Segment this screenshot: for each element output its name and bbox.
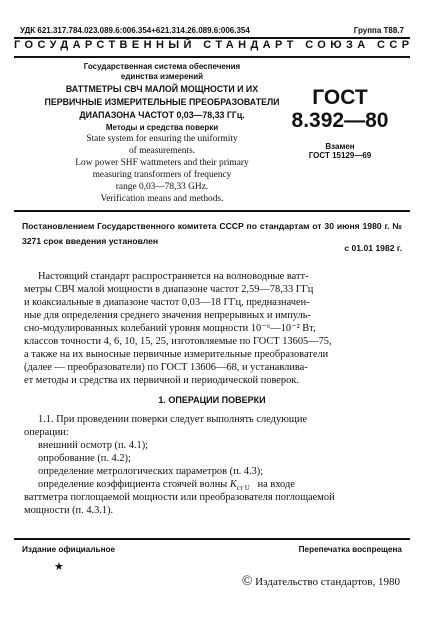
- main-title-2: ПЕРВИЧНЫЕ ИЗМЕРИТЕЛЬНЫЕ ПРЕОБРАЗОВАТЕЛИ: [44, 97, 280, 107]
- section-line-6b: на входе: [257, 479, 295, 490]
- decree-text: Постановлением Государственного комитета СССР по стандартам от 30 июня 1980 г. № 3271 срок введения установлен: [22, 221, 402, 246]
- group-code: Группа Т88.7: [353, 26, 404, 35]
- copyright-line: [242, 574, 400, 590]
- section-line-4: опробование (п. 4.2);: [38, 453, 131, 464]
- english-title-3: Low power SHF wattmeters and their primary: [75, 158, 249, 168]
- intro-line-5: сно-модулированных колебаний уровня мощности 10⁻⁶—10⁻² Вт,: [24, 323, 316, 334]
- ksw-subscript: ст U: [236, 484, 250, 493]
- system-title-1: Государственная система обеспечения: [83, 62, 241, 71]
- designation-block: [284, 86, 396, 160]
- reprint-notice: Перепечатка воспрещена: [298, 545, 402, 554]
- main-title-3: ДИАПАЗОНА ЧАСТОТ 0,03—78,33 ГГц.: [79, 110, 245, 120]
- section-line-6a: определение коэффициента стоячей волны: [38, 479, 228, 490]
- copyright-icon: ©: [241, 574, 253, 589]
- english-title-1: State system for ensuring the uniformity: [86, 134, 238, 144]
- section-line-1: 1.1. При проведении поверки следует выполнять следующие: [38, 414, 308, 425]
- section-line-7: ваттметра поглощаемой мощности или преобразователя поглощаемой: [24, 492, 335, 503]
- footer-rule: [14, 538, 410, 540]
- replaces-label: Взамен: [325, 142, 355, 151]
- english-title-4: measuring transformers of frequency: [92, 170, 232, 180]
- header-rule: [14, 56, 410, 58]
- gost-number: 8.392—80: [291, 109, 389, 132]
- star-icon: ★: [54, 561, 64, 573]
- section-line-8: мощности (п. 4.3.1).: [24, 505, 114, 516]
- english-title-6: Verification means and methods.: [100, 194, 224, 204]
- section-line-2: операции:: [24, 427, 69, 438]
- intro-line-7: а также на их выносные первичные измерительные преобразователи: [24, 349, 329, 360]
- intro-line-9: ет методы и средства их первичной и периодической поверок.: [24, 375, 299, 386]
- copyright-text: Издательство стандартов, 1980: [255, 576, 400, 588]
- replaces-value: ГОСТ 15129—69: [308, 151, 372, 160]
- section-title: 1. ОПЕРАЦИИ ПОВЕРКИ: [158, 395, 266, 405]
- official-edition: Издание официальное: [22, 545, 116, 554]
- udk-code: УДК 621.317.784.023.089.6:006.354+621.314.26.089.6:006.354: [20, 26, 250, 35]
- standard-line: ГОСУДАРСТВЕННЫЙ СТАНДАРТ СОЮЗА ССР: [14, 39, 414, 51]
- intro-line-2: метры СВЧ малой мощности в диапазоне частот 2,59—78,33 ГГц: [24, 284, 314, 295]
- intro-line-6: классов точности 4, 6, 10, 15, 25, изготовляемые по ГОСТ 13605—75,: [24, 336, 332, 347]
- intro-line-3: и коаксиальные в диапазоне частот 0,03—18 ГГц, предназначен-: [24, 297, 310, 308]
- ksw-symbol: K: [229, 479, 237, 490]
- main-title-1: ВАТТМЕТРЫ СВЧ МАЛОЙ МОЩНОСТИ И ИХ: [65, 84, 259, 94]
- intro-line-4: ные для определения среднего значения непрерывных и импуль-: [24, 310, 311, 321]
- intro-line-1: Настоящий стандарт распространяется на волноводные ватт-: [38, 271, 309, 282]
- gost-label: ГОСТ: [312, 86, 368, 109]
- title-rule: [14, 210, 410, 212]
- system-title-2: единства измерений: [120, 72, 204, 81]
- title-block: [44, 62, 280, 204]
- methods-title: Методы и средства поверки: [105, 123, 219, 132]
- intro-line-8: (далее — преобразователи) по ГОСТ 13606—68, и устанавлива-: [24, 362, 308, 373]
- section-line-5: определение метрологических параметров (п. 4.3);: [38, 466, 264, 477]
- section-line-3: внешний осмотр (п. 4.1);: [38, 440, 149, 451]
- effective-date: с 01.01 1982 г.: [344, 243, 402, 253]
- english-title-2: of measurements.: [128, 146, 196, 156]
- english-title-5: range 0,03—78,33 GHz.: [115, 182, 209, 192]
